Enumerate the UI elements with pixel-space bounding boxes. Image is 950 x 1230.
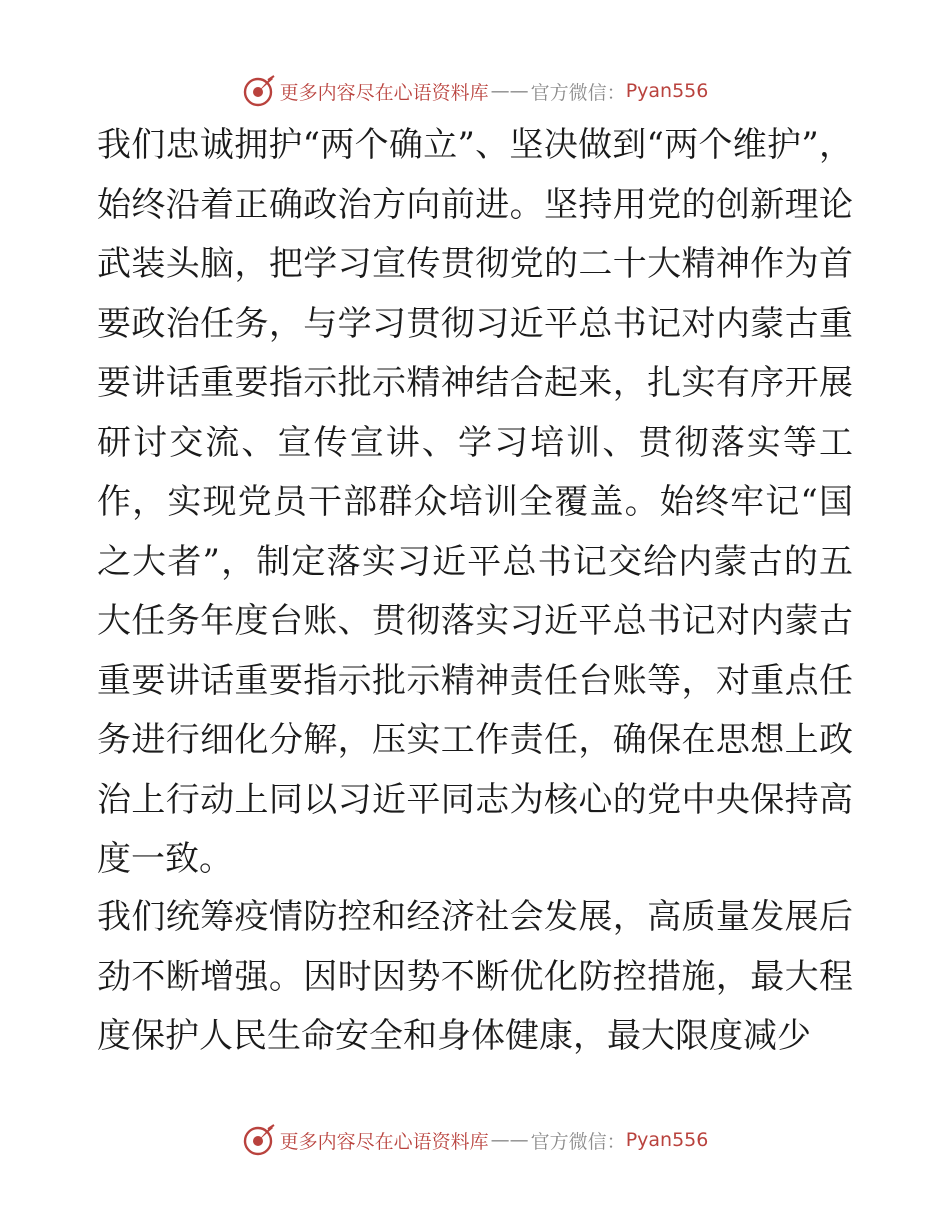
- quill-logo-icon: [242, 1123, 276, 1157]
- library-text: 更多内容尽在心语资料库: [279, 81, 489, 104]
- wechat-label: 官方微信：: [530, 81, 626, 104]
- footer-watermark: [0, 1120, 950, 1160]
- body-paragraph-2: 我们统筹疫情防控和经济社会发展，高质量发展后劲不断增强。因时因势不断优化防控措施，最大程度保护人民生命安全和身体健康，最大限度减少: [97, 897, 853, 1056]
- library-text: 更多内容尽在心语资料库: [279, 1130, 489, 1153]
- quill-logo-icon: [242, 74, 276, 108]
- separator: ——: [490, 80, 529, 102]
- body-paragraph-1: 我们忠诚拥护“两个确立”、坚决做到“两个维护”，始终沿着正确政治方向前进。坚持用党的创新理论武装头脑，把学习宣传贯彻党的二十大精神作为首要政治任务，与学习贯彻习近平总书记对内蒙古重要讲话重要指示批示精神结合起来，扎实有序开展研讨交流、宣传宣讲、学习培训、贯彻落实等工作，实现党员干部群众培训全覆盖。始终牢记“国之大者”，制定落实习近平总书记交给内蒙古的五大任务年度台账、贯彻落实习近平总书记对内蒙古重要讲话重要指示批示精神责任台账等，对重点任务进行细化分解，压实工作责任，确保在思想上政治上行动上同以习近平同志为核心的党中央保持高度一致。: [97, 125, 853, 879]
- header-watermark: [0, 71, 950, 111]
- wechat-id: Pyan556: [625, 1129, 709, 1151]
- wechat-id: Pyan556: [625, 80, 709, 102]
- separator: ——: [490, 1129, 529, 1151]
- wechat-label: 官方微信：: [530, 1130, 626, 1153]
